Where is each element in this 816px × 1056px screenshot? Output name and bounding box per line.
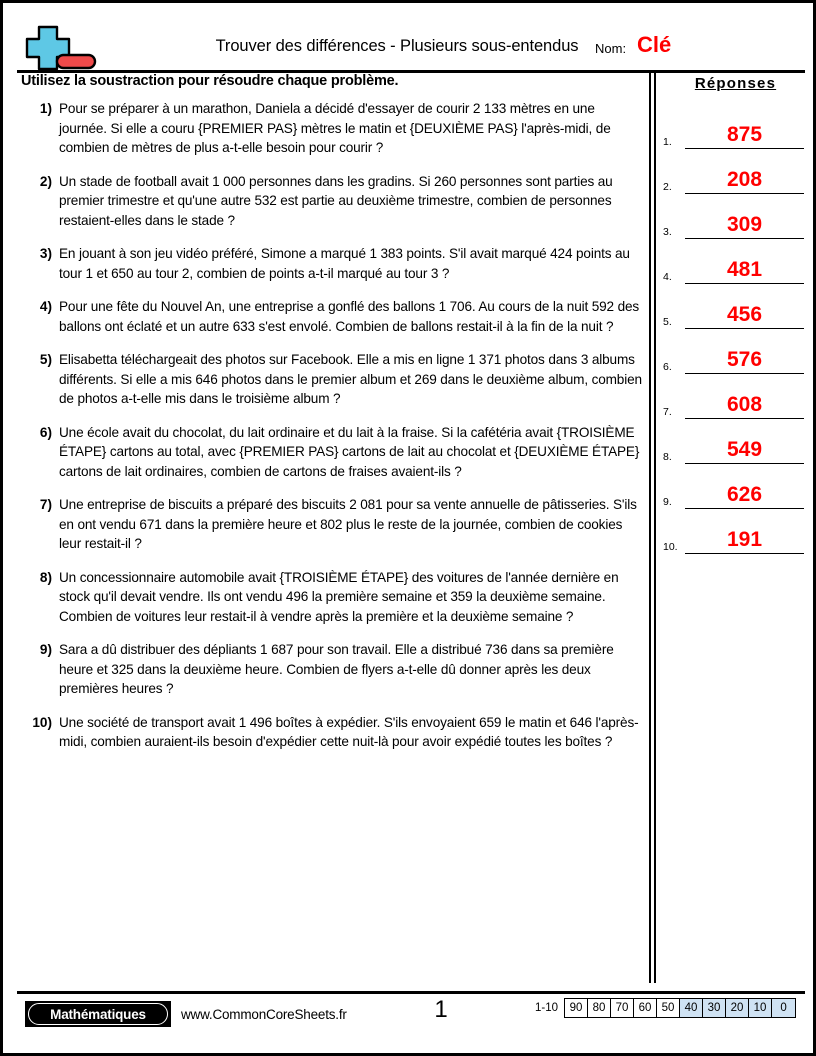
question-item bbox=[25, 99, 645, 158]
brand-badge bbox=[25, 1001, 171, 1027]
question-number: 1) bbox=[39, 101, 52, 116]
question-text: Sara a dû distribuer des dépliants 1 687 pour son travail. Elle a distribué 736 dans sa première heure et 325 dans la deuxième heure. Combien de flyers a-t-elle dû donner après les deux premières heures ? bbox=[59, 642, 614, 696]
question-item bbox=[25, 713, 645, 752]
answer-value: 309 bbox=[726, 213, 763, 236]
answer-index: 5. bbox=[663, 316, 672, 328]
answer-row bbox=[663, 284, 808, 329]
question-number: 6) bbox=[39, 424, 52, 440]
score-range-label: 1-10 bbox=[535, 1002, 559, 1014]
name-label: Nom: bbox=[595, 41, 627, 56]
question-number: 2) bbox=[39, 173, 52, 189]
worksheet-header bbox=[17, 23, 805, 71]
answer-row bbox=[663, 149, 808, 194]
answer-row bbox=[663, 329, 808, 374]
page-title: Trouver des différences - Plusieurs sous-entendus bbox=[215, 37, 579, 55]
question-item bbox=[25, 297, 645, 336]
answer-row bbox=[663, 464, 808, 509]
question-text: Une société de transport avait 1 496 boîtes à expédier. S'ils envoyaient 659 le matin et 646 l'après-midi, combien auraient-ils besoin d'expédier cette nuit-là pour avoir expédié toutes les boîtes ? bbox=[59, 714, 639, 749]
question-text: En jouant à son jeu vidéo préféré, Simone a marqué 1 383 points. S'il avait marqué 424 points au tour 1 et 650 au tour 2, combien de points a-t-il marqué au tour 3 ? bbox=[59, 246, 630, 281]
question-number: 3) bbox=[39, 246, 52, 261]
answer-row bbox=[663, 509, 808, 554]
question-number: 4) bbox=[39, 299, 52, 314]
answer-row bbox=[663, 104, 808, 149]
answer-value: 608 bbox=[726, 393, 763, 416]
column-divider bbox=[649, 71, 656, 983]
score-cell[interactable]: 10 bbox=[749, 999, 772, 1017]
answer-index: 4. bbox=[663, 271, 672, 283]
score-cell[interactable]: 50 bbox=[657, 999, 680, 1017]
score-cell[interactable]: 40 bbox=[680, 999, 703, 1017]
score-cell[interactable]: 70 bbox=[611, 999, 634, 1017]
question-text: Un stade de football avait 1 000 personnes dans les gradins. Si 260 personnes sont parties au premier trimestre et qu'une autre 532 est partie au deuxième trimestre, combien de personnes restaient-elles dans le stade ? bbox=[59, 173, 613, 228]
question-item bbox=[25, 640, 645, 699]
question-item bbox=[25, 350, 645, 409]
question-number: 10) bbox=[32, 714, 52, 730]
answer-row bbox=[663, 239, 808, 284]
score-cell[interactable]: 20 bbox=[726, 999, 749, 1017]
question-item bbox=[25, 423, 645, 482]
question-number: 7) bbox=[39, 497, 52, 512]
score-table bbox=[533, 998, 796, 1018]
question-item bbox=[25, 172, 645, 231]
question-text: Elisabetta téléchargeait des photos sur Facebook. Elle a mis en ligne 1 371 photos dans 3 albums différents. Si elle a mis 646 photos dans le premier album et 269 dans le deuxième album, combien de photos a-t-elle mis dans le troisième album ? bbox=[59, 352, 642, 406]
questions-list bbox=[25, 99, 645, 766]
score-cell[interactable]: 0 bbox=[772, 999, 795, 1017]
question-number: 5) bbox=[39, 352, 52, 367]
website-url: www.CommonCoreSheets.fr bbox=[181, 1007, 347, 1022]
answers-title: Réponses bbox=[694, 75, 777, 92]
score-cell[interactable]: 60 bbox=[634, 999, 657, 1017]
answer-value: 208 bbox=[726, 168, 763, 191]
answer-row bbox=[663, 374, 808, 419]
answers-column bbox=[663, 71, 808, 554]
brand-label: Mathématiques bbox=[28, 1003, 168, 1025]
question-text: Pour se préparer à un marathon, Daniela a décidé d'essayer de courir 2 133 mètres en une journée. Si elle a couru {PREMIER PAS} mètres le matin et {DEUXIÈME PAS} l'après-midi, de combien de mètres de plus a-t-elle besoin pour courir ? bbox=[59, 101, 611, 155]
answer-value: 875 bbox=[726, 123, 763, 146]
score-cells bbox=[564, 998, 796, 1018]
page-number: 1 bbox=[434, 996, 448, 1023]
answer-index: 8. bbox=[663, 451, 672, 463]
answer-row bbox=[663, 194, 808, 239]
plus-minus-icon bbox=[17, 25, 103, 71]
question-text: Un concessionnaire automobile avait {TROISIÈME ÉTAPE} des voitures de l'année dernière en stock qu'il devait vendre. Ils ont vendu 496 la première semaine et 359 la deuxième semaine. Combien de voitures leur restait-il à vendre après la première et la deuxième semaine ? bbox=[59, 569, 619, 624]
answer-value: 191 bbox=[726, 528, 763, 551]
question-text: Une entreprise de biscuits a préparé des biscuits 2 081 pour sa vente annuelle de pâtisseries. S'ils en ont vendu 671 dans la première heure et 802 plus le reste de la journée, combien de cookies leur restait-il ? bbox=[59, 497, 637, 551]
answer-index: 9. bbox=[663, 496, 672, 508]
score-cell[interactable]: 80 bbox=[588, 999, 611, 1017]
answer-index: 3. bbox=[663, 226, 672, 238]
name-value: Clé bbox=[637, 32, 672, 57]
answer-index: 2. bbox=[663, 181, 672, 193]
answer-value: 576 bbox=[726, 348, 763, 371]
answer-index: 1. bbox=[663, 136, 672, 148]
answer-value: 626 bbox=[726, 483, 763, 506]
instruction-text: Utilisez la soustraction pour résoudre chaque problème. bbox=[21, 73, 399, 89]
answer-value: 481 bbox=[726, 258, 763, 281]
answer-value: 549 bbox=[726, 438, 763, 461]
footer-divider bbox=[17, 991, 805, 994]
question-number: 8) bbox=[39, 569, 52, 585]
answer-index: 6. bbox=[663, 361, 672, 373]
question-item bbox=[25, 495, 645, 554]
score-cell[interactable]: 30 bbox=[703, 999, 726, 1017]
question-item bbox=[25, 568, 645, 627]
score-cell[interactable]: 90 bbox=[565, 999, 588, 1017]
answer-row bbox=[663, 419, 808, 464]
answer-index: 7. bbox=[663, 406, 672, 418]
answer-value: 456 bbox=[726, 303, 763, 326]
question-number: 9) bbox=[39, 642, 52, 657]
question-text: Une école avait du chocolat, du lait ordinaire et du lait à la fraise. Si la cafétéria avait {TROISIÈME ÉTAPE} cartons au total, avec {PREMIER PAS} cartons de lait au chocolat et {DEUXIÈME ÉTAPE} cartons de lait ordinaires, combien de cartons de fraises avaient-ils ? bbox=[59, 424, 640, 479]
question-item bbox=[25, 244, 645, 283]
answer-index: 10. bbox=[663, 541, 678, 553]
question-text: Pour une fête du Nouvel An, une entreprise a gonflé des ballons 1 706. Au cours de la nuit 592 des ballons ont éclaté et un autre 633 s'est envolé. Combien de ballons restait-il à la fin de la nuit ? bbox=[59, 299, 640, 334]
